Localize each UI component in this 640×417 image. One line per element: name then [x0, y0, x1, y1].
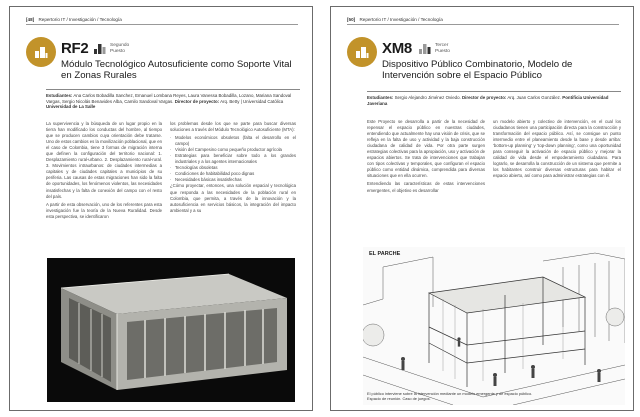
paragraph: La supervivencia y la búsqueda de un lugar propio en la tierra han modificado los conductas del hombre, al tiempo que se producen cambios cuya orientación debe tratarse. Uno de estos cambios es la movilización poblacional, que en el caso de Colombia, tiene 3 formas de migración interna que definen la configuración del territorio nacional: 1. Desplazamiento rural-urbano. 2. Desplazamiento rural-rural. 3. Movimientos intraurbanos: de ciudades intermedias a capitales y de ciudades capitales a municipios de su periferia. Las causas de estas migraciones han sido la falta de oportunidades, los fenómenos violentos, las necesidades insatisfechas y la falta de conexión del campo con el resto del país. [46, 121, 162, 199]
left-page [9, 6, 313, 411]
body-column-2 [493, 119, 621, 181]
body-column-2 [170, 121, 296, 216]
list-item: · Tecnologías obsoletas [170, 165, 296, 171]
students: Ana Carlos Bobadilla Sanchez, Emanuel Lombana Reyes, Laura Vanessa Bobadilla, Lozano, Mariana Sandoval Vargas, Sergio Nicolás Benavides Alba, Camilo Sandoval Vargas. [46, 93, 292, 104]
intervention-sketch [363, 247, 625, 405]
list-item: · Necesidades básicas insatisfechas [170, 177, 296, 183]
credits: Estudiantes: Sergio Alejandro Jiménez Oviedo. Director de proyecto: Arq. Juan Carlos González. Pontificia Universidad Javeriana [367, 91, 621, 106]
right-page-header [347, 17, 619, 25]
building-icon [26, 37, 56, 67]
students: Sergio Alejandro Jiménez Oviedo. [394, 95, 461, 100]
project-code: XM8 [382, 40, 412, 57]
sketch-caption: El público interviene sobre la intervención mediante un modelo emergente y de espacio público. Espacio de reunión. Caso de juegos. [367, 391, 533, 402]
sketch-label: EL PARCHE [369, 251, 401, 257]
list-item: · Condiciones de habitabilidad poco dignas [170, 171, 296, 177]
left-page-header [26, 17, 298, 25]
paragraph: A partir de esta observación, uno de los referentes para esta investigación fue la teoría de la Nueva Ruralidad. Desde esta perspectiva, se identificaron [46, 201, 162, 219]
paragraph: Entendiendo las características de estas intervenciones emergentes, el objetivo es desarrollar [367, 181, 485, 193]
left-header-text: Repertorio IT / Investigación / Tecnología [38, 17, 122, 22]
university: Universidad de La Salle [46, 104, 96, 110]
list-item: · Modelos económicos obsoletos (falta el desarrollo en el campo) [170, 135, 296, 147]
rank-bars-icon [419, 44, 431, 54]
right-page-number: [50] [347, 17, 356, 22]
right-page [330, 6, 634, 411]
project-title: Módulo Tecnológico Autosuficiente como Soporte Vital en Zonas Rurales [61, 59, 292, 82]
module-photo [47, 258, 295, 402]
rank-label: Segundo Puesto [110, 43, 130, 54]
credits: Estudiantes: Ana Carlos Bobadilla Sanchez, Emanuel Lombana Reyes, Laura Vanessa Bobadilla, Lozano, Mariana Sandoval Vargas, Sergio Nicolás Benavides Alba, Camilo Sandoval Vargas. Director de proyecto: Arq. Betty | Universidad Católica Universidad de La Salle [46, 89, 300, 110]
problem-list [170, 135, 296, 183]
project-code: RF2 [61, 40, 89, 57]
building-icon [347, 37, 377, 67]
list-item: · Estrategias para beneficiar sobre todo a los grandes industriales y a los agentes internacionales [170, 153, 296, 165]
director: Arq. Betty | Universidad Católica [220, 98, 284, 104]
rank-bars-icon [94, 44, 106, 54]
paragraph: Este Proyecto se desarrolla a partir de la necesidad de repensar el espacio público en nuestras ciudades, entendiendo que actualmente hay una visión de crisis, que se refleja en la falta de uso y actividad y la baja construcción ciudadana de calidad de vida. Por otra parte surgen estrategias colectivas para la apropiación, uso y activación de espacios abiertos. Se trata de intervenciones que trabajan con tipos colectivas y temporales, que configuran el espacio público como entidad dinámica, comprendida para diversas situaciones que en ella ocurren. [367, 119, 485, 179]
paragraph: ¿Cómo proyectar, entonces, una solución espacial y tecnológica que responda a las necesidades de la población rural en Colombia, que permita, a través de la innovación y la autosuficiencia en servicios básicos, la integración del impacto ambiental y a su [170, 183, 296, 213]
body-column-1 [46, 121, 162, 222]
rank-label: Tercer Puesto [435, 43, 450, 54]
paragraph: los problemas desde los que se parte para buscar diversas soluciones a través del Módulo Tecnológico Autosuficiente (MTA): [170, 121, 296, 133]
paragraph: un modelo abierto y colectivo de intervención, en el cual los ciudadanos tienen una participación directa para la construcción y transformación del espacio público. Así, se consigue un punto intermedio entre el planeamiento desde la base y desde arriba: 'bottom-up planning' y 'top-down planning', como una oportunidad para conseguir la activación de espacio público y mejorar la calidad de vida desde el empoderamiento ciudadano. Para lograrlo, se desarrolla la construcción de un sistema que permite a los habitantes construir diversas estructuras para habitar el espacio abierto, así como para administrar estrategias con él. [493, 119, 621, 179]
left-page-number: [48] [26, 17, 35, 22]
director: Arq. Juan Carlos González. [507, 95, 562, 100]
university: Pontificia Universidad Javeriana [367, 95, 609, 106]
project-title: Dispositivo Público Combinatorio, Modelo de Intervención sobre el Espacio Público [382, 59, 573, 82]
body-column-1 [367, 119, 485, 196]
list-item: · Visión del Campesino como pequeño productor agrícola [170, 147, 296, 153]
right-header-text: Repertorio IT / Investigación / Tecnología [359, 17, 443, 22]
